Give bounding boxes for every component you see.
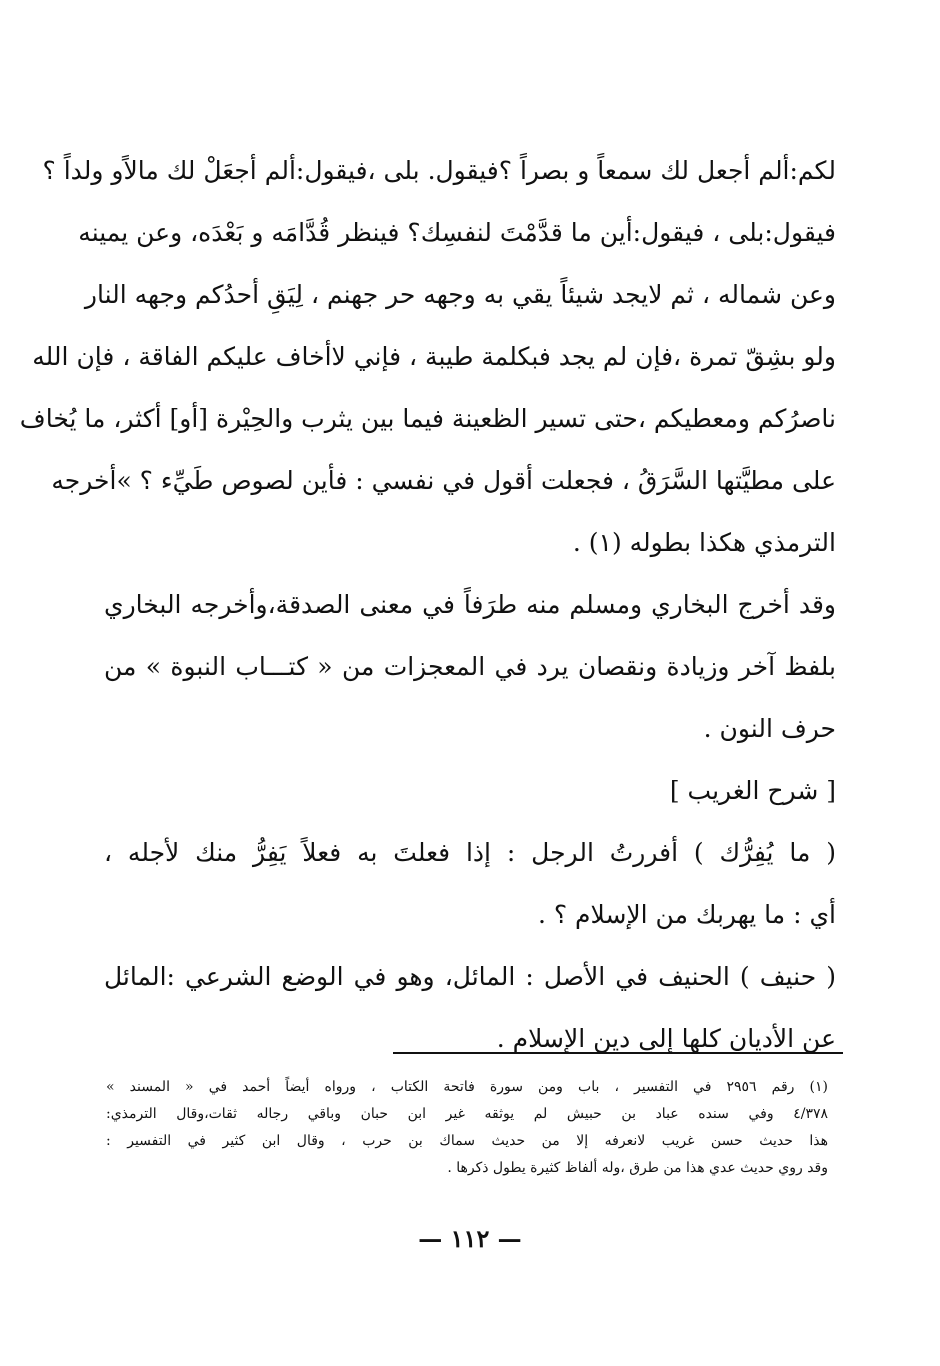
text-line: لكم:ألم أجعل لك سمعاً و بصراً ؟فيقول. بلى ،فيقول:ألم أجعَلْ لك مالاًو ولداً ؟ — [42, 156, 836, 185]
text-line: حرف النون . — [703, 714, 836, 743]
text-line: وقد أخرج البخاري ومسلم منه طرَفاً في معنى الصدقة،وأخرجه البخاري — [104, 590, 836, 619]
glossary-line: ( حنيف ) الحنيف في الأصل : المائل، وهو في الوضع الشرعي :المائل — [104, 962, 836, 991]
footnote-divider — [393, 1052, 843, 1054]
footnote-line: ٤/٣٧٨ وفي سنده عباد بن حبيش لم يوثقه غير ابن حبان وباقي رجاله ثقات،وقال الترمذي: — [106, 1106, 828, 1122]
glossary-line: ( ما يُفِرُّك ) أفررتُ الرجل : إذا فعلتَ به فعلاً يَفِرُّ منك لأجله ، — [104, 838, 836, 867]
glossary-line: عن الأديان كلها إلى دين الإسلام . — [496, 1024, 836, 1053]
footnote-line: هذا حديث حسن غريب لانعرفه إلا من حديث سماك بن حرب ، وقال ابن كثير في التفسير : — [106, 1133, 828, 1149]
text-line: بلفظ آخر وزيادة ونقصان يرد في المعجزات من « كتـــاب النبوة » من — [104, 652, 836, 681]
main-text — [19, 140, 836, 1070]
text-line: ناصرُكم ومعطيكم ،حتى تسير الظعينة فيما بين يثرب والحِيْرة [أو] أكثر، ما يُخاف — [19, 404, 836, 433]
text-line: فيقول:بلى ، فيقول:أين ما قدَّمْتَ لنفسِك؟ فينظر قُدَّامَه و بَعْدَه، وعن يمينه — [78, 218, 836, 247]
glossary-line: أي : ما يهربك من الإسلام ؟ . — [537, 900, 836, 929]
footnote-line: وقد روي حديث عدي هذا من طرق ،وله ألفاظ كثيرة يطول ذكرها . — [447, 1160, 828, 1176]
footnotes — [106, 1074, 828, 1182]
text-line: على مطيَّتها السَّرَقُ ، فجعلت أقول في نفسي : فأين لصوص طَيِّء ؟ »أخرجه — [51, 466, 836, 495]
footnote-line: (١) رقم ٢٩٥٦ في التفسير ، باب ومن سورة فاتحة الكتاب ، ورواه أيضاً أحمد في « المسند » — [106, 1079, 828, 1095]
text-line: وعن شماله ، ثم لايجد شيئاً يقي به وجهه حر جهنم ، لِيَقِ أحدُكم وجهه النار — [84, 280, 836, 309]
text-line: ولو بشِقّ تمرة ،فإن لم يجد فبكلمة طيبة ، فإني لاأخاف عليكم الفاقة ، فإن الله — [32, 342, 836, 371]
text-line: الترمذي هكذا بطوله (١) . — [572, 528, 836, 557]
section-heading: [ شرح الغريب ] — [669, 776, 836, 805]
page-number: — ١١٢ — — [418, 1224, 522, 1253]
